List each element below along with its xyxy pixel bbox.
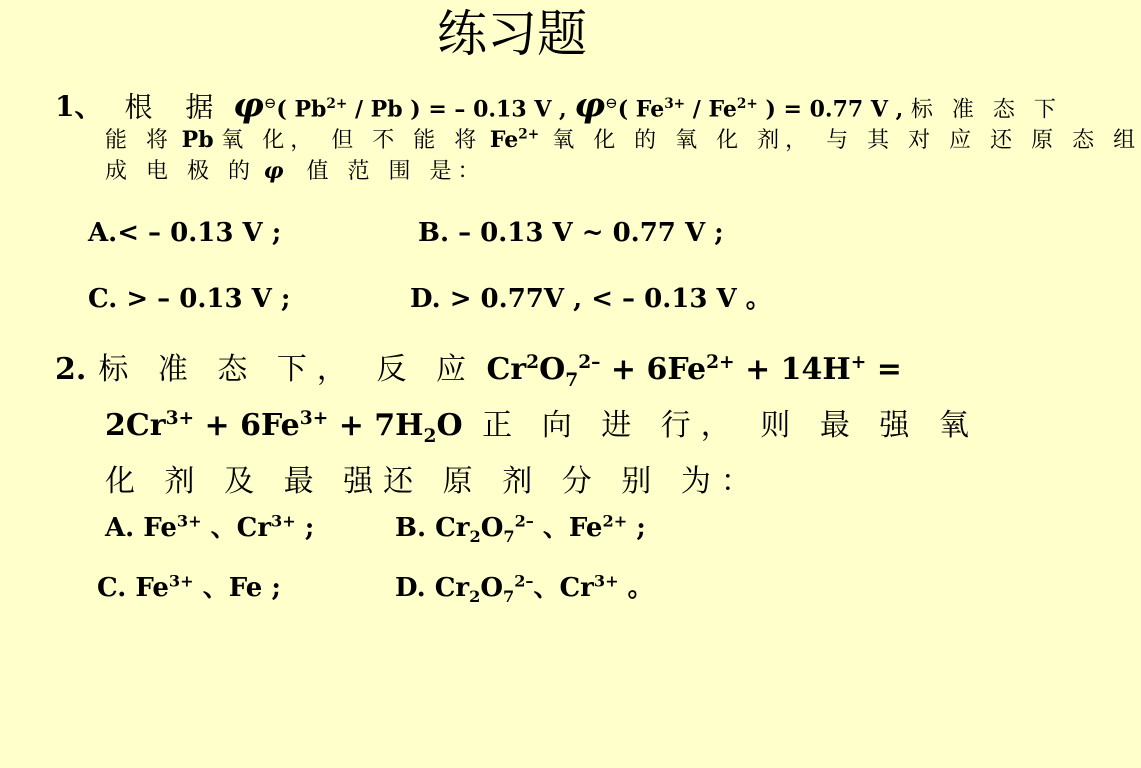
- phi-symbol: φ: [233, 85, 264, 126]
- eq-h2o-a: + 7H: [328, 408, 424, 443]
- q2-b-sub1: 2: [469, 527, 481, 547]
- eq-cr: Cr: [476, 352, 527, 387]
- q2-option-a[interactable]: [105, 507, 395, 544]
- q2-b-2: O: [480, 513, 504, 543]
- eq-6fe: + 6Fe: [194, 408, 300, 443]
- q2-d-sup1: 2–: [514, 571, 534, 591]
- q2-b-sub2: 7: [503, 527, 515, 547]
- q1-text-c: 氧 化 的 氧 化 剂， 与 其 对 应 还 原 态 组: [539, 128, 1141, 154]
- question-1-intro: 根 据: [124, 90, 226, 124]
- q2-b-4: ;: [627, 513, 646, 543]
- eq-o-sub: 7: [565, 370, 579, 391]
- q1-option-b[interactable]: B. – 0.13 V ~ 0.77 V ;: [418, 218, 724, 248]
- q2-a-1: A. Fe: [105, 513, 177, 543]
- q2-c-sup: 3+: [168, 571, 194, 591]
- q1-text-d: 成 电 极 的: [105, 159, 256, 185]
- standard-theta-icon: ⊖: [263, 94, 277, 112]
- q2-d-3: 、Cr: [533, 573, 594, 603]
- fe3-charge: 3+: [664, 96, 686, 112]
- q1-text-b: 氧 化， 但 不 能 将: [221, 128, 483, 154]
- q2-d-sup2: 3+: [593, 571, 619, 591]
- q2-option-b[interactable]: [395, 507, 646, 547]
- q1-text-a: 能 将: [105, 128, 174, 154]
- q2-b-1: B. Cr: [395, 513, 470, 543]
- q2-a-3: ;: [295, 513, 315, 543]
- slide-title: 练习题: [437, 5, 587, 63]
- eq-o-sup: 2–: [578, 352, 601, 373]
- question-2-line-1: [55, 342, 965, 398]
- q2-b-sup1: 2–: [514, 511, 534, 531]
- eq-cr-sup: 2: [526, 352, 540, 373]
- fe2-charge: 2+: [736, 96, 758, 112]
- question-2-line-2: [55, 398, 979, 454]
- q2-d-sub2: 7: [503, 587, 515, 607]
- question-2-number: 2.: [55, 352, 87, 387]
- question-1-line-2: [55, 125, 1141, 156]
- q2-d-2: O: [480, 573, 503, 603]
- q2-a-2: 、Cr: [201, 513, 272, 543]
- pb-couple-close: / Pb ) = – 0.13 V ,: [347, 96, 567, 123]
- question-1-line-1: [55, 85, 1062, 126]
- q2-c-1: C. Fe: [97, 573, 169, 603]
- fe-couple-mid: / Fe: [685, 96, 737, 123]
- question-2-line-2-tail: 正 向 进 行， 则 最 强 氧: [462, 408, 979, 443]
- standard-theta-icon: ⊖: [605, 94, 618, 112]
- pb-couple-open: ( Pb: [276, 96, 327, 123]
- q1-option-d[interactable]: D. > 0.77V , < – 0.13 V 。: [410, 284, 772, 314]
- phi-symbol: φ: [574, 85, 606, 126]
- eq-h-sup: +: [850, 352, 867, 373]
- eq-h2o-b: O: [436, 408, 463, 443]
- question-2: [55, 342, 979, 510]
- q1-option-c[interactable]: C. > – 0.13 V ;: [88, 284, 291, 314]
- eq-6fe-sup: 3+: [299, 408, 329, 429]
- q1-pb: Pb: [174, 127, 222, 154]
- q1-option-a[interactable]: A.< – 0.13 V ;: [88, 218, 282, 248]
- q2-d-sub1: 2: [469, 587, 481, 607]
- pb-charge: 2+: [326, 96, 348, 112]
- question-2-line-3: [55, 454, 965, 510]
- eq-equals: =: [866, 352, 902, 387]
- eq-h2o-sub: 2: [423, 426, 437, 447]
- question-2-intro: 标 准 态 下， 反 应: [98, 352, 477, 387]
- q1-options-row-2: [88, 278, 772, 315]
- eq-2cr-sup: 3+: [165, 408, 195, 429]
- q1-text-e: 值 范 围 是：: [306, 159, 486, 185]
- q1-options-row-1: [88, 218, 724, 248]
- q2-options-row-2: [97, 567, 654, 607]
- q2-c-2: 、Fe ;: [193, 573, 281, 603]
- fe-couple-open: ( Fe: [617, 96, 665, 123]
- fe-couple-close: ) = 0.77 V ,: [757, 96, 904, 123]
- q2-b-3: 、Fe: [533, 513, 603, 543]
- question-1: [55, 85, 1141, 187]
- eq-fe-sup: 2+: [706, 352, 735, 373]
- eq-o: O: [539, 352, 566, 387]
- q2-option-c[interactable]: [97, 567, 395, 604]
- question-1-number: 1、: [55, 90, 103, 124]
- question-1-line-1-tail: 标 准 态 下: [910, 97, 1062, 123]
- eq-h: + 14H: [734, 352, 851, 387]
- q2-options-row-1: [105, 507, 646, 547]
- q2-d-1: D. Cr: [395, 573, 470, 603]
- q2-option-d[interactable]: [395, 567, 654, 607]
- eq-2cr: 2Cr: [105, 408, 166, 443]
- question-2-line-3-text: 化 剂 及 最 强还 原 剂 分 别 为：: [105, 464, 761, 499]
- question-1-line-3: [55, 156, 965, 187]
- q2-d-4: 。: [618, 573, 654, 603]
- eq-fe: + 6Fe: [600, 352, 707, 387]
- q1-fe-charge: 2+: [518, 127, 540, 143]
- q2-a-sup2: 3+: [271, 511, 296, 531]
- phi-symbol-small: φ: [263, 158, 284, 185]
- q2-b-sup2: 2+: [602, 511, 628, 531]
- q2-a-sup1: 3+: [176, 511, 202, 531]
- q1-fe: Fe: [482, 127, 519, 154]
